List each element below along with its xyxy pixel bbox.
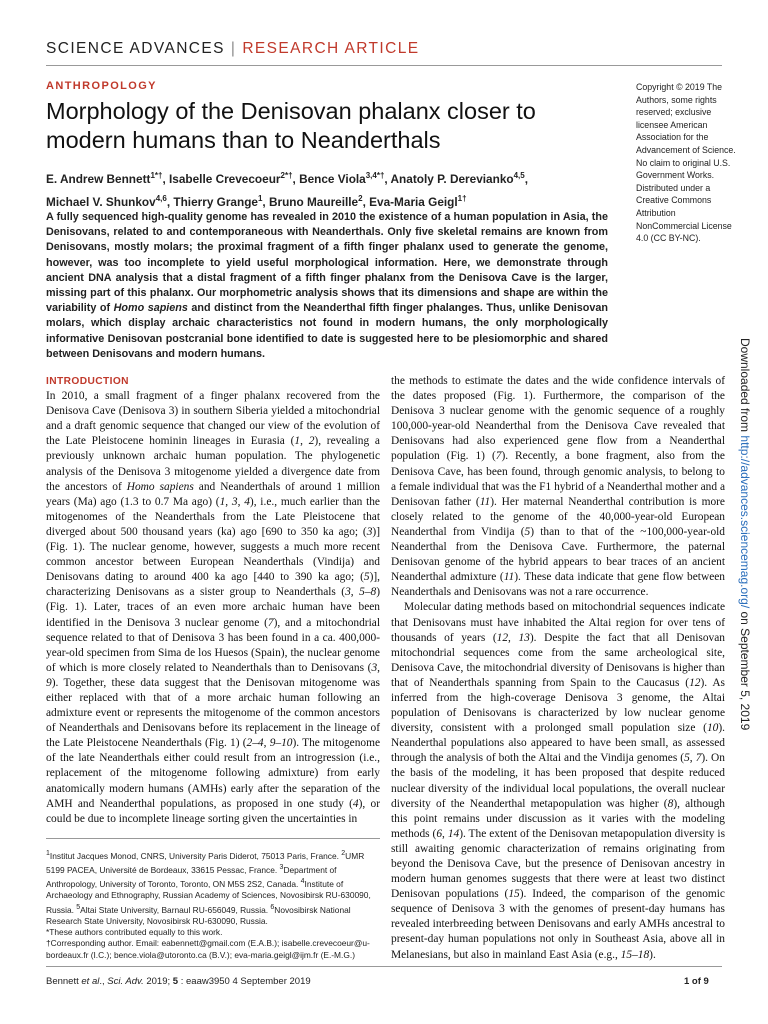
header-separator: |	[230, 40, 237, 57]
corresponding-author-footnote: †Corresponding author. Email: eabennett@gmail.com (E.A.B.); isabelle.crevecoeur@u-bordeaux.fr (I.C.); bence.viola@utoronto.ca (B.V.); eva-maria.geigl@ijm.fr (E.-M.G.)	[46, 938, 370, 960]
article-title: Morphology of the Denisovan phalanx closer to modern humans than to Neanderthals	[46, 98, 536, 153]
download-note-suffix: on September 5, 2019	[738, 608, 752, 731]
body-paragraph: the methods to estimate the dates and the wide confidence intervals of the dates proposed (Fig. 1). Furthermore, the comparison of the Denisova 3 nuclear genome with the genomic sequence of a roughly 100,000-year-old Neanderthal from the Denisova Cave revealed that Denisovans had also experienced gene flow from a Neanderthal population (Fig. 1) (7). Recently, a bone fragment, also from the Denisova Cave, has been found, through genomic analysis, to belong to a female individual that was the F1 hybrid of a Neanderthal mother and a Denisovan father (11). Her maternal Neanderthal contribution is more closely related to the genome of the 40,000-year-old European Neanderthal from Vindija (5) than to that of the ~100,000-year-old Neanderthal from the Denisova Cave. Furthermore, the paternal Denisovan genome of the hybrid appears to bear traces of an ancient Neanderthal admixture (11). These data indicate that gene flow between Neanderthals and Denisovans was not a rare occurrence.	[391, 375, 725, 599]
author-line-1: E. Andrew Bennett$^{1*\dagger}$, Isabelle Crevecoeur$^{2*\dagger}$, Bence Viola$^{3,4*\dagger}$, Anatoly P. Derevianko$^{4,5}$,	[46, 171, 528, 186]
footnotes	[46, 848, 380, 961]
journal-header	[46, 40, 420, 58]
introduction-heading: INTRODUCTION	[46, 376, 129, 387]
section-label: ANTHROPOLOGY	[46, 80, 157, 92]
download-link[interactable]: http://advances.sciencemag.org/	[738, 435, 752, 609]
article-type: RESEARCH ARTICLE	[242, 40, 420, 57]
copyright-notice: Copyright © 2019 The Authors, some rights reserved; exclusive licensee American Association for the Advancement of Science. No claim to original U.S. Government Works. Distributed under a Creative Commons Attribution NonCommercial License 4.0 (CC BY-NC).	[636, 82, 736, 244]
journal-name: SCIENCE ADVANCES	[46, 40, 225, 57]
footnote-rule	[46, 838, 380, 839]
footer-citation: Bennett et al., Sci. Adv. 2019; 5 : eaaw3950 4 September 2019	[46, 976, 311, 987]
page-number: 1 of 9	[684, 976, 709, 987]
header-rule	[46, 65, 722, 66]
download-note-prefix: Downloaded from	[738, 338, 752, 436]
abstract: A fully sequenced high-quality genome has revealed in 2010 the existence of a human population in Asia, the Denisovans, related to and contemporaneous with Neanderthals. Only five skeletal remains are known from Denisovans, mostly molars; the proximal fragment of a fifth finger phalanx used to generate the genome, however, was too incomplete to yield useful morphological information. Here, we demonstrate through ancient DNA analysis that a distal fragment of a fifth finger phalanx from the Denisova Cave is the larger, missing part of this phalanx. Our morphometric analysis shows that its dimensions and shape are within the variability of Homo sapiens and distinct from the Neanderthal fifth finger phalanges. Thus, unlike Denisovan molars, which display archaic characteristics not found in modern humans, the only morphologically informative Denisovan postcranial bone identified to date is suggested here to be plesiomorphic and shared between Denisovans and modern humans.	[46, 211, 609, 360]
equal-contribution-footnote: *These authors contributed equally to this work.	[46, 926, 223, 937]
author-list	[46, 166, 606, 212]
body-paragraph: In 2010, a small fragment of a finger phalanx recovered from the Denisova Cave (Denisova 3) in southern Siberia yielded a mitochondrial and a draft genomic sequence that changed our view of the evolution of the Late Pleistocene hominin lineages in Eurasia (1, 2), revealing a previously unknown archaic human population. The phylogenetic analysis of the Denisova 3 mitogenome yielded a divergence date from the ancestors of Homo sapiens and Neanderthals of around 1 million years (Ma) ago (1.3 to 0.7 Ma ago) (1, 3, 4), i.e., much earlier than the mitogenomes of the Neanderthals from the Late Pleistocene that diverged about 500 thousand years (ka) ago [690 to 350 ka ago; (3)] (Fig. 1). The nuclear genome, however, suggests a much more recent common ancestor between European Neanderthals (Vindija) and Denisovans dating to around 400 ka ago [440 to 390 ka ago; (5)], characterizing Denisovans as a sister group to Neanderthals (3, 5–8) (Fig. 1). Later, traces of an even more archaic human have been identified in the Denisova 3 nuclear genome (7), and a mitochondrial sequence related to that of Denisova 3 has been found in a ca. 400,000-year-old specimen from Sima de los Huesos (Spain), the nuclear genome of which is more closely related to Neanderthals than to Denisovans (3, 9). Together, these data suggest that the Denisovan mitogenome was either replaced with that of a more archaic human following an admixture event or represents the mitogenome of the common ancestors of Neanderthals and Denisovans before its replacement in the lineage of the Late Pleistocene Neanderthals (Fig. 1) (2–4, 9–10). The mitogenome of the late Neanderthals either could result from an introgression (i.e., replacement of the mitogenome following admixture) from early anatomically modern humans (AMHs) early after the separation of the AMH and Neanderthal populations, as proposed in one study (4), or could be due to incomplete lineage sorting given the uncertainties in	[46, 390, 380, 825]
body-paragraph: Molecular dating methods based on mitochondrial sequences indicate that Denisovans must have inhabited the Altai region for over tens of thousands of years (12, 13). Despite the fact that all Denisovan mitochondrial sequences come from the same archeological site, Denisova Cave, the mitochondrial diversity of Denisovans is higher than that of Neanderthals spanning from Spain to the Caucasus (12). As inferred from the high-coverage Denisova 3 genome, the Altai population of Denisovans is characterized by low nuclear genome diversity, consistent with a prolonged small population size (10). Neanderthal populations also appeared to have been small, as assessed through the analysis of both the Altai and the Vindija genomes (5, 7). On the basis of the modeling, it has been proposed that despite reduced nuclear diversity of the individual local populations, the overall nuclear diversity of the Neanderthal metapopulation was higher (8), although this point remains under discussion as it varies with the modeling methods (6, 14). The extent of the Denisovan metapopulation diversity is still awaiting genomic characterization of remains originating from beyond the Denisova Cave, but the presence of Denisovan ancestry in modern human genomes suggests that there were at least two distinct Denisovan populations (15). Indeed, the comparison of the genomic sequence of Denisova 3 with the genomes of present-day humans has revealed interbreeding between Denisovans and early AMHs ancestral to present-day human populations not only in Southeast Asia, above all in Melanesians, but also in mainland East Asia (e.g., 15–18).	[391, 601, 725, 961]
author-line-2: Michael V. Shunkov$^{4,6}$, Thierry Grange$^1$, Bruno Maureille$^2$, Eva-Maria Geigl$^{1\dagger}$	[46, 193, 467, 209]
download-note	[738, 338, 752, 730]
body-column-right	[391, 374, 725, 963]
affiliations-footnote: $^1$Institut Jacques Monod, CNRS, University Paris Diderot, 75013 Paris, France. $^2$UMR 5199 PACEA, Université de Bordeaux, 33615 Pessac, France. $^3$Department of Anthropology, University of Toronto, Toronto, ON M5S 2S2, Canada. $^4$Institute of Archaeology and Ethnography, Russian Academy of Sciences, Novosibirsk RU-630090, Russia. $^5$Altai State University, Barnaul RU-656049, Russia. $^6$Novosibirsk National Research State University, Novosibirsk RU-630090, Russia.	[46, 850, 371, 926]
footer-rule	[46, 966, 722, 967]
body-column-left	[46, 374, 380, 827]
